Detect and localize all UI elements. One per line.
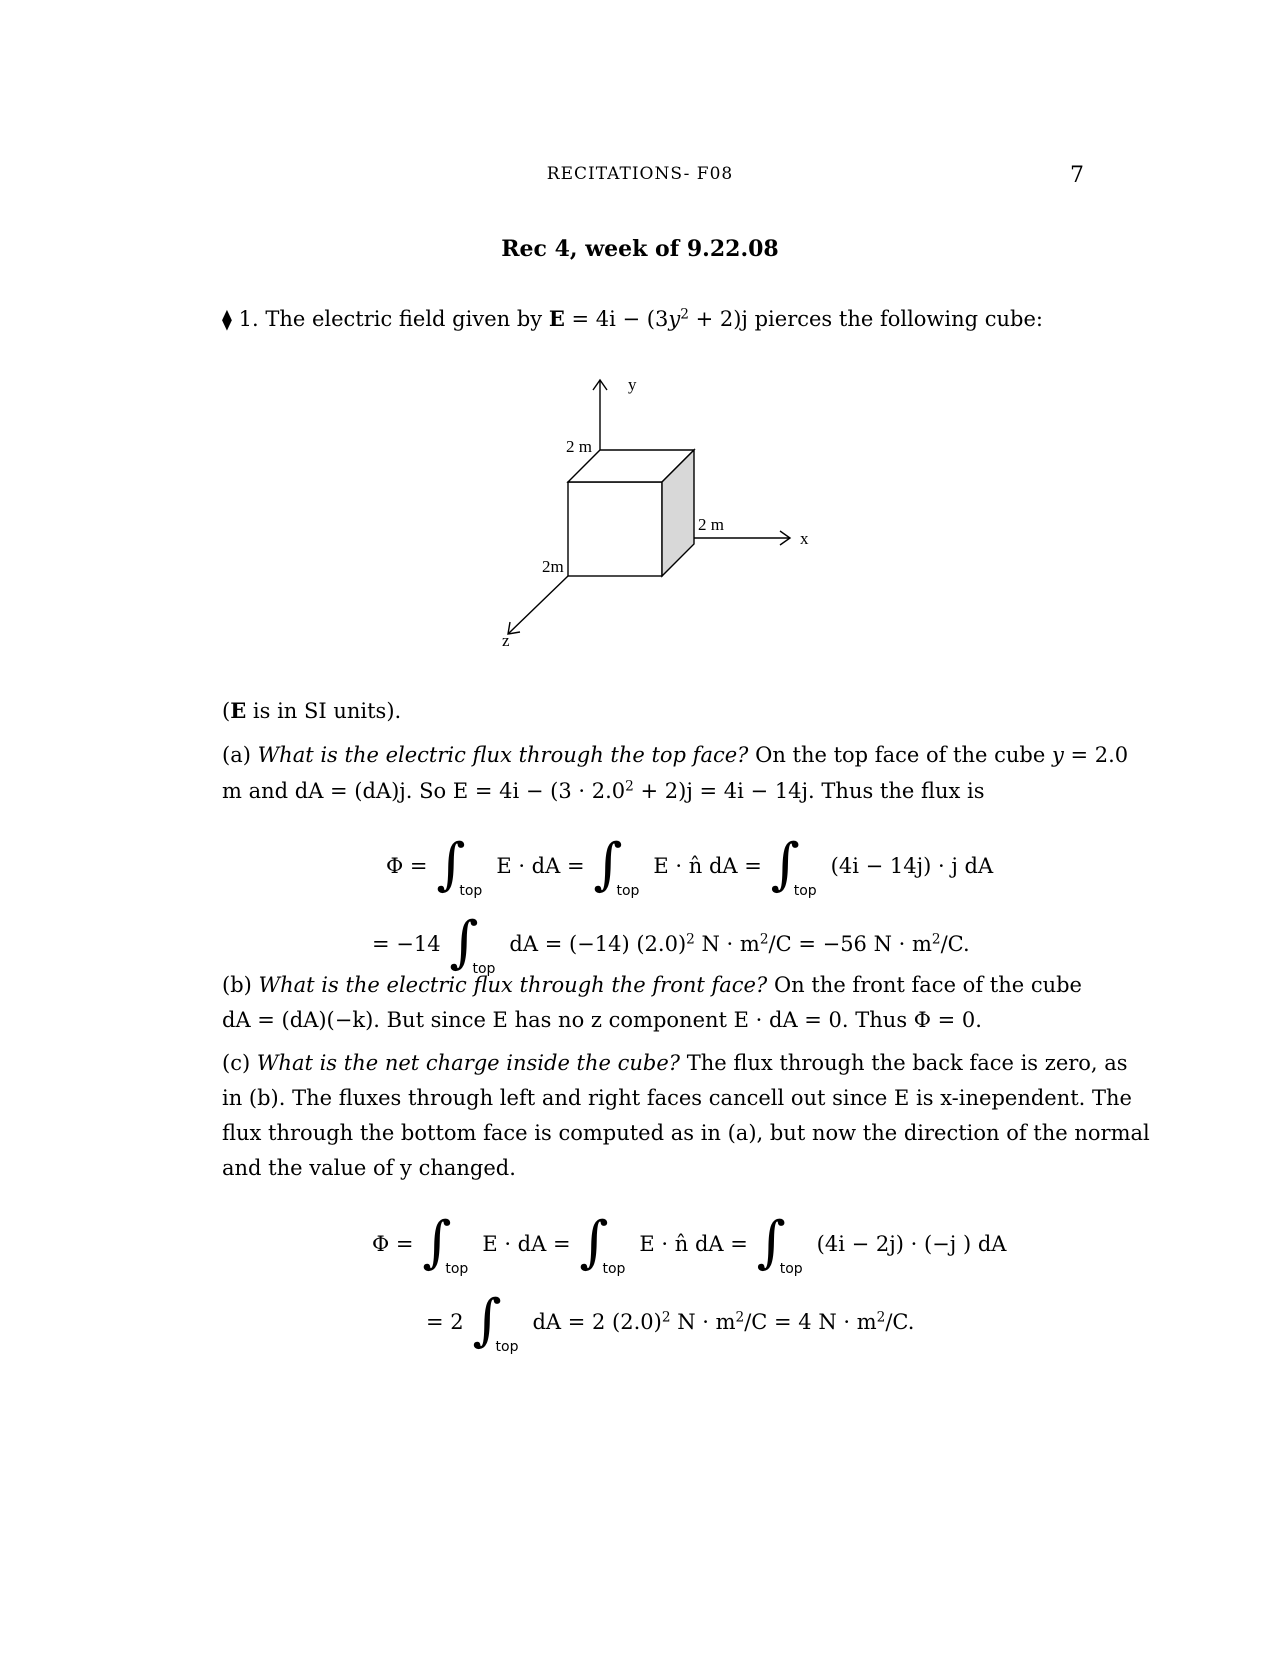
running-header: RECITATIONS- F08 (546, 164, 734, 184)
part-c-line-3: flux through the bottom face is computed as in (a), but now the direction of the normal (222, 1121, 1150, 1145)
edge-label-right: 2 m (698, 515, 724, 534)
part-c-equation-2: = 2 $\int_{top}dA = 2$ $(2.0)^2$ $N \cdot m^2/C = 4$ $N \cdot m^2/C$. (426, 1288, 915, 1355)
integral-sign: ∫ (422, 1210, 452, 1275)
section-title: Rec 4, week of 9.22.08 (501, 236, 779, 262)
integral-sign: ∫ (593, 832, 623, 897)
part-b-line-2: dA = (dA)(−k). But since E has no z component E · dA = 0. Thus Φ = 0. (222, 1008, 982, 1032)
part-b-question: What is the electric flux through the front face? (258, 973, 768, 997)
units-note: (E is in SI units). (222, 698, 402, 723)
integral-sign: ∫ (770, 832, 800, 897)
bullet-diamond-icon: ⧫ (222, 307, 232, 331)
part-a-question: What is the electric flux through the top face? (257, 743, 749, 767)
problem-statement: ⧫ 1. The electric field given by $E = 4i - (3y^2 + 2)j$ pierces the following cube: (222, 306, 1043, 331)
integral-sign: ∫ (579, 1210, 609, 1275)
part-c-equation-1: $\Phi = \int_{top}E$ · dA = $\int_{top}E$ · n̂ dA = $\int_{top}(4i - 2j) \cdot (-j$ ) dA (372, 1210, 1007, 1277)
edge-label-top: 2 m (566, 437, 592, 456)
part-c-line-2: in (b). The fluxes through left and right faces cancell out since E is x-inependent. The (222, 1086, 1132, 1110)
part-c-line-4: and the value of y changed. (222, 1156, 516, 1180)
integral-sign: ∫ (436, 832, 466, 897)
part-a-equation-2: = −14 $\int_{top}dA = (-14)$ $(2.0)^2$ $N \cdot m^2/C = -56$ $N \cdot m^2/C$. (372, 910, 970, 977)
part-c-line-1: (c) What is the net charge inside the cube? The flux through the back face is zero, as (222, 1051, 1128, 1075)
z-axis-label: z (502, 631, 510, 650)
y-axis-label: y (628, 375, 637, 394)
cube-front-face (568, 482, 662, 576)
cube-figure (480, 370, 820, 690)
integral-sign: ∫ (449, 910, 479, 975)
page-number: 7 (1070, 163, 1084, 188)
integral-sign: ∫ (756, 1210, 786, 1275)
part-a-equation-1: $\Phi = \int_{top}E$ · dA = $\int_{top}E$ · n̂ dA = $\int_{top}(4i - 14j) \cdot j$ dA (386, 832, 994, 899)
edge-label-front: 2m (542, 557, 564, 576)
x-axis-label: x (800, 529, 809, 548)
part-b-line-1: (b) What is the electric flux through the front face? On the front face of the cube (222, 973, 1082, 997)
part-a-line-2: m and dA = (dA)j. So $E = 4i - (3 \cdot 2.0^2 + 2)j = 4i - 14j$. Thus the flux is (222, 778, 985, 803)
integral-sign: ∫ (472, 1288, 502, 1353)
problem-number: 1. (238, 307, 259, 331)
part-c-question: What is the net charge inside the cube? (256, 1051, 681, 1075)
part-a-line-1: (a) What is the electric flux through the top face? On the top face of the cube y = 2.0 (222, 743, 1129, 767)
z-axis (508, 576, 568, 634)
